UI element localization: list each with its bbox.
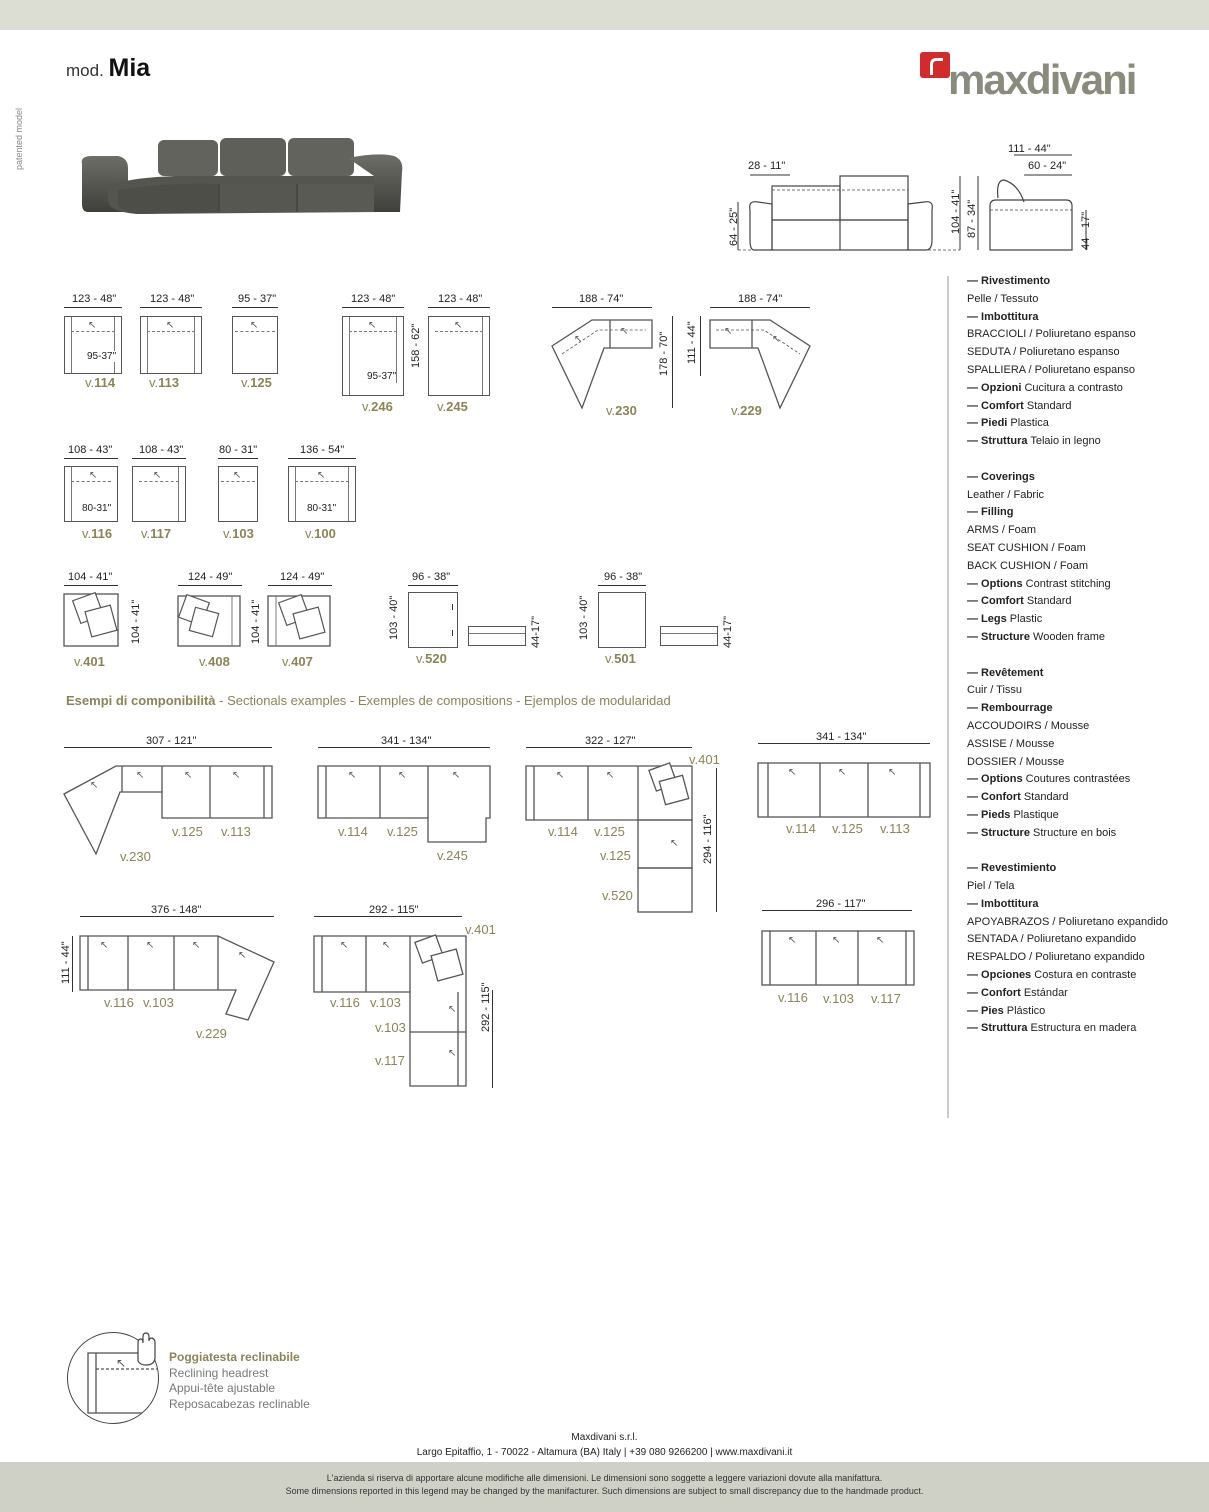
svg-text:↖: ↖ xyxy=(838,767,847,778)
spec-key: — Struttura xyxy=(967,1022,1028,1035)
spec-row xyxy=(967,896,1197,914)
spec-value: RESPALDO / Poliuretano expandido xyxy=(967,951,1145,964)
dim-line xyxy=(218,458,258,459)
footer-note-it: L'azienda si riserva di apportare alcune modifiche alle dimensioni. Le dimensioni sono soggette a leggere variazioni dovute alla manifattura. xyxy=(326,1473,883,1483)
module-drawing: ↖ 80-31" xyxy=(288,466,356,522)
module-code: v.113 xyxy=(149,375,180,390)
spec-key: — Pies xyxy=(967,1004,1004,1017)
spec-row xyxy=(967,415,1197,433)
spec-value: Standard xyxy=(1023,595,1072,608)
spec-row xyxy=(967,1020,1197,1038)
spec-key: — Struttura xyxy=(967,435,1028,448)
vertical-divider xyxy=(947,276,949,1118)
dim-line xyxy=(64,585,118,586)
svg-text:↖: ↖ xyxy=(876,935,885,946)
spec-value: Plástico xyxy=(1003,1004,1046,1017)
spec-key: — Confort xyxy=(967,986,1021,999)
module-side-view xyxy=(660,626,718,646)
module-depth: 178 - 70" xyxy=(658,331,670,376)
spec-row xyxy=(967,504,1197,522)
module-drawing: ↖ 95-37" xyxy=(342,316,404,396)
svg-text:↖: ↖ xyxy=(238,950,247,961)
example-drawing xyxy=(754,757,934,821)
module-drawing: ↖ xyxy=(140,316,202,374)
spec-row xyxy=(967,914,1197,932)
svg-text:↖: ↖ xyxy=(100,940,109,951)
example-width: 322 - 127" xyxy=(585,735,636,747)
dim-height-seat: 64 - 25" xyxy=(728,207,740,246)
module-width: 123 - 48" xyxy=(150,293,195,305)
example-code: v.113 xyxy=(221,824,251,839)
spec-row xyxy=(967,771,1197,789)
example-code: v.125 xyxy=(594,824,625,839)
spec-row xyxy=(967,487,1197,505)
dim-line xyxy=(342,307,404,308)
dim-line xyxy=(64,307,122,308)
spec-key: — Opzioni xyxy=(967,381,1022,394)
module-width: 95 - 37" xyxy=(238,293,277,305)
module-code: v.407 xyxy=(282,654,313,669)
example-code: v.103 xyxy=(823,991,854,1006)
spec-value: ARMS / Foam xyxy=(967,524,1037,537)
top-band xyxy=(0,0,1209,30)
spec-key: — Rembourrage xyxy=(967,702,1053,715)
module-depth: 158 - 62" xyxy=(410,323,422,368)
module-drawing: ↖ xyxy=(218,466,258,522)
spec-row xyxy=(967,273,1197,291)
svg-text:↖: ↖ xyxy=(448,1048,457,1059)
mod-label: mod. xyxy=(66,61,104,80)
svg-text:↖: ↖ xyxy=(382,940,391,951)
spec-row xyxy=(967,344,1197,362)
spec-key: — Structure xyxy=(967,630,1030,643)
spec-row xyxy=(967,860,1197,878)
module-code: v.125 xyxy=(241,375,272,390)
spec-row xyxy=(967,682,1197,700)
footer-address: Largo Epitaffio, 1 - 70022 - Altamura (BA) Italy | +39 080 9266200 | www.maxdivani.it xyxy=(416,1447,793,1458)
module-code: v.117 xyxy=(141,526,172,541)
spec-row xyxy=(967,433,1197,451)
spec-row xyxy=(967,593,1197,611)
example-depth: 292 - 115" xyxy=(480,982,492,1032)
module-code: v.230 xyxy=(606,403,637,418)
example-drawing xyxy=(60,760,280,860)
spec-key: — Options xyxy=(967,773,1023,786)
svg-text:↖: ↖ xyxy=(724,326,733,337)
dim-arm-width: 28 - 11" xyxy=(748,160,786,172)
example-depth: 294 - 116" xyxy=(702,814,714,864)
dim-height-max: 104 - 41" xyxy=(950,189,962,234)
module-code: v.114 xyxy=(85,375,116,390)
module-code: v.246 xyxy=(362,399,393,414)
svg-text:↖: ↖ xyxy=(192,940,201,951)
module-height: 44-17" xyxy=(722,615,734,648)
example-code: v.401 xyxy=(465,922,496,937)
dim-line xyxy=(140,307,202,308)
spec-row xyxy=(967,558,1197,576)
spec-key: — Imbottitura xyxy=(967,897,1039,910)
spec-row xyxy=(967,362,1197,380)
patented-note: patented model xyxy=(14,107,24,170)
example-code: v.125 xyxy=(172,824,203,839)
svg-text:↖: ↖ xyxy=(448,1004,457,1015)
example-width: 341 - 134" xyxy=(381,735,432,747)
module-width: 188 - 74" xyxy=(579,293,624,305)
spec-row xyxy=(967,949,1197,967)
spec-row xyxy=(967,789,1197,807)
dim-depth-total: 111 - 44" xyxy=(1008,143,1051,155)
hand-icon xyxy=(130,1331,158,1367)
spec-key: — Comfort xyxy=(967,595,1024,608)
spec-value: Costura en contraste xyxy=(1031,969,1137,982)
spec-key: — Revestimiento xyxy=(967,862,1057,875)
spec-row xyxy=(967,451,1197,469)
example-code: v.103 xyxy=(143,995,174,1010)
dim-line xyxy=(64,458,118,459)
brand-name: maxdivani xyxy=(948,56,1136,103)
module-drawing: ↖ xyxy=(132,466,186,522)
spec-value: Structure en bois xyxy=(1029,826,1117,839)
spec-value: BACK CUSHION / Foam xyxy=(967,559,1089,572)
svg-text:↖: ↖ xyxy=(116,1356,127,1370)
module-code: v.229 xyxy=(731,403,762,418)
svg-text:↖: ↖ xyxy=(788,935,797,946)
spec-value: Estándar xyxy=(1020,986,1068,999)
module-code: v.501 xyxy=(605,651,636,666)
svg-text:↖: ↖ xyxy=(788,767,797,778)
dim-line xyxy=(552,307,652,308)
module-drawing-pouf xyxy=(598,592,646,648)
module-width: 123 - 48" xyxy=(438,293,483,305)
inner-dim: 95-37" xyxy=(367,371,397,382)
spec-key: — Options xyxy=(967,577,1023,590)
svg-text:↖: ↖ xyxy=(556,770,565,781)
module-drawing-corner-left xyxy=(548,314,658,410)
spec-row xyxy=(967,611,1197,629)
module-depth: 111 - 44" xyxy=(686,321,698,364)
spec-value: SENTADA / Poliuretano expandido xyxy=(967,933,1137,946)
spec-value: BRACCIOLI / Poliuretano espanso xyxy=(967,328,1136,341)
specifications-list xyxy=(967,273,1197,1038)
inner-dim: 80-31" xyxy=(307,503,337,514)
spec-value: Plastica xyxy=(1007,417,1049,430)
module-width: 108 - 43" xyxy=(68,444,113,456)
svg-text:↖: ↖ xyxy=(146,940,155,951)
example-width: 376 - 148" xyxy=(151,904,202,916)
spec-value: Pelle / Tessuto xyxy=(967,292,1039,305)
svg-text:↖: ↖ xyxy=(452,770,461,781)
spec-key: — Piedi xyxy=(967,417,1008,430)
dim-line xyxy=(232,307,278,308)
spec-row xyxy=(967,967,1197,985)
inner-dim: 80-31" xyxy=(82,503,112,514)
module-drawing: ↖ 95-37" xyxy=(64,316,122,374)
brand-mark-icon xyxy=(920,52,950,78)
spec-key: — Structure xyxy=(967,826,1030,839)
svg-text:↖: ↖ xyxy=(888,767,897,778)
module-side-view xyxy=(468,626,526,646)
spec-row xyxy=(967,291,1197,309)
svg-text:↖: ↖ xyxy=(340,940,349,951)
recline-label-es: Reposacabezas reclinable xyxy=(169,1396,310,1411)
example-code: v.114 xyxy=(338,824,368,839)
example-code: v.125 xyxy=(832,821,863,836)
spec-value: Piel / Tela xyxy=(967,880,1015,893)
recline-label-fr: Appui-tête ajustable xyxy=(169,1381,276,1395)
spec-value: Standard xyxy=(1023,399,1072,412)
module-drawing-pouf-cushions xyxy=(62,590,124,650)
svg-text:↖: ↖ xyxy=(232,770,241,781)
spec-value: ASSISE / Mousse xyxy=(967,737,1055,750)
spec-key: — Comfort xyxy=(967,399,1024,412)
example-code: v.230 xyxy=(120,849,151,864)
spec-key: — Coverings xyxy=(967,470,1035,483)
svg-text:↖: ↖ xyxy=(670,838,679,849)
module-width: 124 - 49" xyxy=(188,571,233,583)
example-code: v.114 xyxy=(786,821,816,836)
spec-row xyxy=(967,576,1197,594)
module-code: v.116 xyxy=(82,526,113,541)
module-depth: 104 - 41" xyxy=(130,599,142,644)
module-code: v.103 xyxy=(223,526,254,541)
dim-line xyxy=(288,458,356,459)
example-code: v.125 xyxy=(600,848,631,863)
spec-value: Cuir / Tissu xyxy=(967,684,1023,697)
spec-row xyxy=(967,825,1197,843)
example-code: v.117 xyxy=(375,1053,405,1068)
elevation-drawings xyxy=(728,140,1098,260)
examples-section-title: Esempi di componibilità - Sectionals examples - Exemples de compositions - Ejemplos de modularidad xyxy=(66,693,671,708)
example-code: v.116 xyxy=(330,995,360,1010)
spec-value: Wooden frame xyxy=(1029,630,1105,643)
spec-row xyxy=(967,736,1197,754)
example-drawing xyxy=(76,930,280,1026)
spec-row xyxy=(967,985,1197,1003)
dim-line xyxy=(132,458,186,459)
module-code: v.408 xyxy=(199,654,230,669)
spec-row xyxy=(967,629,1197,647)
spec-key: — Pieds xyxy=(967,808,1011,821)
spec-key: — Opciones xyxy=(967,969,1032,982)
recline-label-en: Reclining headrest xyxy=(169,1365,269,1380)
module-width: 80 - 31" xyxy=(219,444,258,456)
spec-key: — Revêtement xyxy=(967,666,1044,679)
spec-row xyxy=(967,380,1197,398)
spec-value: ACCOUDOIRS / Mousse xyxy=(967,719,1090,732)
dim-line xyxy=(268,585,332,586)
spec-row xyxy=(967,843,1197,861)
example-code: v.229 xyxy=(196,1026,227,1041)
module-height: 44-17" xyxy=(530,615,542,648)
spec-value: Plastic xyxy=(1006,613,1043,626)
dim-line xyxy=(710,307,810,308)
module-depth: 104 - 41" xyxy=(250,599,262,644)
spec-value: Telaio in legno xyxy=(1027,435,1101,448)
spec-value: Coutures contrastées xyxy=(1022,773,1131,786)
spec-row xyxy=(967,718,1197,736)
footer-company: Maxdivani s.r.l. xyxy=(571,1432,638,1443)
module-width: 96 - 38" xyxy=(412,571,451,583)
spec-value: SEAT CUSHION / Foam xyxy=(967,541,1086,554)
spec-row xyxy=(967,647,1197,665)
module-code: v.245 xyxy=(437,399,468,414)
spec-key: — Confort xyxy=(967,791,1021,804)
svg-text:↖: ↖ xyxy=(90,780,99,791)
example-code: v.401 xyxy=(689,752,720,767)
example-code: v.103 xyxy=(375,1020,406,1035)
dim-line xyxy=(178,585,242,586)
spec-value: APOYABRAZOS / Poliuretano expandido xyxy=(967,915,1168,928)
dim-line xyxy=(598,585,646,586)
spec-row xyxy=(967,398,1197,416)
example-code: v.116 xyxy=(104,995,134,1010)
example-drawing xyxy=(758,925,918,989)
spec-row xyxy=(967,878,1197,896)
spec-value: Estructura en madera xyxy=(1027,1022,1137,1035)
spec-row xyxy=(967,931,1197,949)
module-width: 136 - 54" xyxy=(300,444,345,456)
dim-line xyxy=(408,585,458,586)
spec-row xyxy=(967,665,1197,683)
spec-row xyxy=(967,522,1197,540)
example-code: v.117 xyxy=(871,991,901,1006)
module-drawing: ↖ 80-31" xyxy=(64,466,118,522)
module-drawing-chaise-left xyxy=(174,590,246,650)
module-width: 108 - 43" xyxy=(139,444,184,456)
model-title xyxy=(66,54,150,83)
spec-row xyxy=(967,540,1197,558)
model-name: Mia xyxy=(108,54,151,82)
spec-value: Plastique xyxy=(1010,808,1059,821)
dim-depth-seat: 60 - 24" xyxy=(1028,160,1067,172)
module-width: 123 - 48" xyxy=(351,293,396,305)
module-code: v.520 xyxy=(416,651,447,666)
spec-key: — Legs xyxy=(967,613,1007,626)
spec-row xyxy=(967,754,1197,772)
module-depth: 103 - 40" xyxy=(388,595,400,640)
spec-value: SPALLIERA / Poliuretano espanso xyxy=(967,363,1135,376)
svg-text:↖: ↖ xyxy=(772,334,781,345)
example-width: 296 - 117" xyxy=(816,898,866,910)
spec-key: — Imbottitura xyxy=(967,310,1039,323)
example-code: v.125 xyxy=(387,824,418,839)
inner-dim: 95-37" xyxy=(87,351,117,362)
example-code: v.245 xyxy=(437,848,468,863)
spec-key: — Filling xyxy=(967,506,1014,519)
dim-height-back: 87 - 34" xyxy=(966,199,978,238)
module-code: v.401 xyxy=(74,654,105,669)
spec-row xyxy=(967,469,1197,487)
example-width: 292 - 115" xyxy=(369,904,419,916)
spec-value: Cucitura a contrasto xyxy=(1021,381,1123,394)
module-drawing-chaise-right xyxy=(264,590,336,650)
spec-key: — Rivestimento xyxy=(967,275,1051,287)
module-code: v.100 xyxy=(305,526,336,541)
spec-value: Leather / Fabric xyxy=(967,488,1045,501)
module-width: 124 - 49" xyxy=(280,571,325,583)
svg-text:↖: ↖ xyxy=(184,770,193,781)
sofa-photo xyxy=(78,128,408,224)
reclining-headrest-labels xyxy=(169,1350,310,1412)
module-drawing-corner-right xyxy=(706,314,816,410)
recline-label-it: Poggiatesta reclinabile xyxy=(169,1350,300,1364)
dim-height-seat-side: 44 - 17" xyxy=(1080,211,1092,250)
example-code: v.116 xyxy=(778,990,808,1005)
spec-row xyxy=(967,1003,1197,1021)
svg-text:↖: ↖ xyxy=(574,334,583,345)
example-width: 341 - 134" xyxy=(816,731,867,743)
module-drawing: ↖ xyxy=(428,316,490,396)
example-depth: 111 - 44" xyxy=(60,941,72,984)
example-code: v.520 xyxy=(602,888,633,903)
svg-text:↖: ↖ xyxy=(136,770,145,781)
module-drawing: ↖ xyxy=(232,316,278,374)
example-width: 307 - 121" xyxy=(146,735,197,747)
example-code: v.114 xyxy=(548,824,578,839)
module-width: 96 - 38" xyxy=(604,571,643,583)
svg-text:↖: ↖ xyxy=(398,770,407,781)
dim-line xyxy=(428,307,490,308)
module-width: 123 - 48" xyxy=(72,293,117,305)
spec-row xyxy=(967,700,1197,718)
spec-row xyxy=(967,807,1197,825)
spec-row xyxy=(967,326,1197,344)
example-code: v.103 xyxy=(370,995,401,1010)
spec-value: SEDUTA / Poliuretano espanso xyxy=(967,346,1120,359)
example-code: v.113 xyxy=(880,821,910,836)
spec-value: Standard xyxy=(1020,791,1069,804)
module-width: 188 - 74" xyxy=(738,293,783,305)
module-depth: 103 - 40" xyxy=(578,595,590,640)
svg-text:↖: ↖ xyxy=(348,770,357,781)
footer-note-en: Some dimensions reported in this legend may be changed by the manifacturer. Such dimensions are subject to small discrepancy due to the handmade product. xyxy=(285,1486,924,1496)
svg-text:↖: ↖ xyxy=(620,326,629,337)
module-drawing-pouf xyxy=(408,592,458,648)
spec-value: Contrast stitching xyxy=(1022,577,1111,590)
svg-text:↖: ↖ xyxy=(832,935,841,946)
svg-text:↖: ↖ xyxy=(606,770,615,781)
spec-value: DOSSIER / Mousse xyxy=(967,755,1065,768)
brand-logo xyxy=(920,52,1152,104)
module-width: 104 - 41" xyxy=(68,571,113,583)
spec-row xyxy=(967,309,1197,327)
